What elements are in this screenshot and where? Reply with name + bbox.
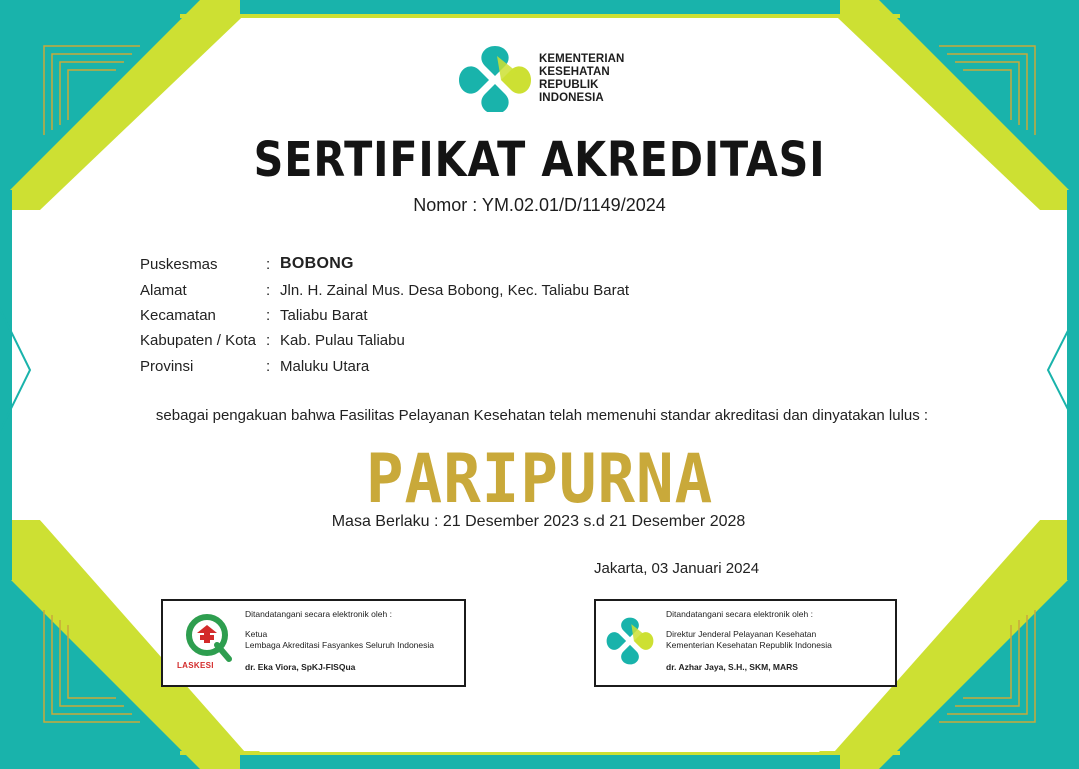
signer-role: [245, 629, 434, 651]
signer-role-line: Ketua: [245, 629, 268, 639]
detail-value: Jln. H. Zainal Mus. Desa Bobong, Kec. Taliabu Barat: [280, 282, 630, 299]
accreditation-result: PARIPURNA: [365, 440, 714, 519]
laskesi-logo-text: LASKESI: [177, 661, 214, 670]
signer-role-line: Kementerian Kesehatan Republik Indonesia: [666, 640, 832, 650]
accreditation-statement: sebagai pengakuan bahwa Fasilitas Pelayanan Kesehatan telah memenuhi standar akreditasi dan dinyatakan lulus :: [155, 407, 929, 424]
detail-colon: :: [266, 256, 271, 273]
detail-value: Taliabu Barat: [280, 307, 368, 324]
certificate-title: SERTIFIKAT AKREDITASI: [253, 132, 826, 188]
signer-name: dr. Azhar Jaya, S.H., SKM, MARS: [666, 662, 798, 672]
kemenkes-logo-icon: [455, 42, 535, 112]
ministry-name: [539, 53, 639, 105]
signer-role: [666, 629, 832, 651]
detail-label: Kabupaten / Kota: [140, 332, 256, 349]
place-and-date: Jakarta, 03 Januari 2024: [594, 560, 760, 577]
detail-colon: :: [266, 282, 271, 299]
detail-label: Puskesmas: [140, 256, 218, 273]
detail-colon: :: [266, 307, 271, 324]
kemenkes-logo-icon: [604, 613, 656, 669]
detail-label: Alamat: [140, 282, 187, 299]
edge-lime-top: [180, 14, 900, 18]
detail-value: BOBONG: [280, 255, 354, 272]
signed-by-label: Ditandatangani secara elektronik oleh :: [666, 609, 813, 619]
ministry-name-line: REPUBLIK: [539, 79, 599, 91]
detail-label: Kecamatan: [140, 307, 216, 324]
detail-colon: :: [266, 358, 271, 375]
signature-box-kemenkes: [594, 599, 897, 687]
detail-value: Maluku Utara: [280, 358, 370, 375]
ministry-name-line: KESEHATAN: [539, 66, 610, 78]
certificate-number: Nomor : YM.02.01/D/1149/2024: [413, 195, 666, 215]
edge-teal-bottom: [240, 755, 840, 769]
signed-by-label: Ditandatangani secara elektronik oleh :: [245, 609, 392, 619]
signer-role-line: Lembaga Akreditasi Fasyankes Seluruh Indonesia: [245, 640, 435, 650]
signer-role-line: Direktur Jenderal Pelayanan Kesehatan: [666, 629, 817, 639]
edge-teal-top: [240, 0, 840, 14]
laskesi-logo-icon: [185, 613, 233, 663]
detail-label: Provinsi: [140, 358, 194, 375]
ministry-name-line: INDONESIA: [539, 92, 604, 104]
detail-value: Kab. Pulau Taliabu: [280, 332, 405, 349]
detail-colon: :: [266, 332, 271, 349]
signature-box-laskesi: [161, 599, 466, 687]
ministry-logo: [455, 42, 635, 112]
signer-name: dr. Eka Viora, SpKJ-FISQua: [245, 662, 356, 672]
validity-period: Masa Berlaku : 21 Desember 2023 s.d 21 Desember 2028: [331, 513, 746, 530]
ministry-name-line: KEMENTERIAN: [539, 53, 625, 65]
